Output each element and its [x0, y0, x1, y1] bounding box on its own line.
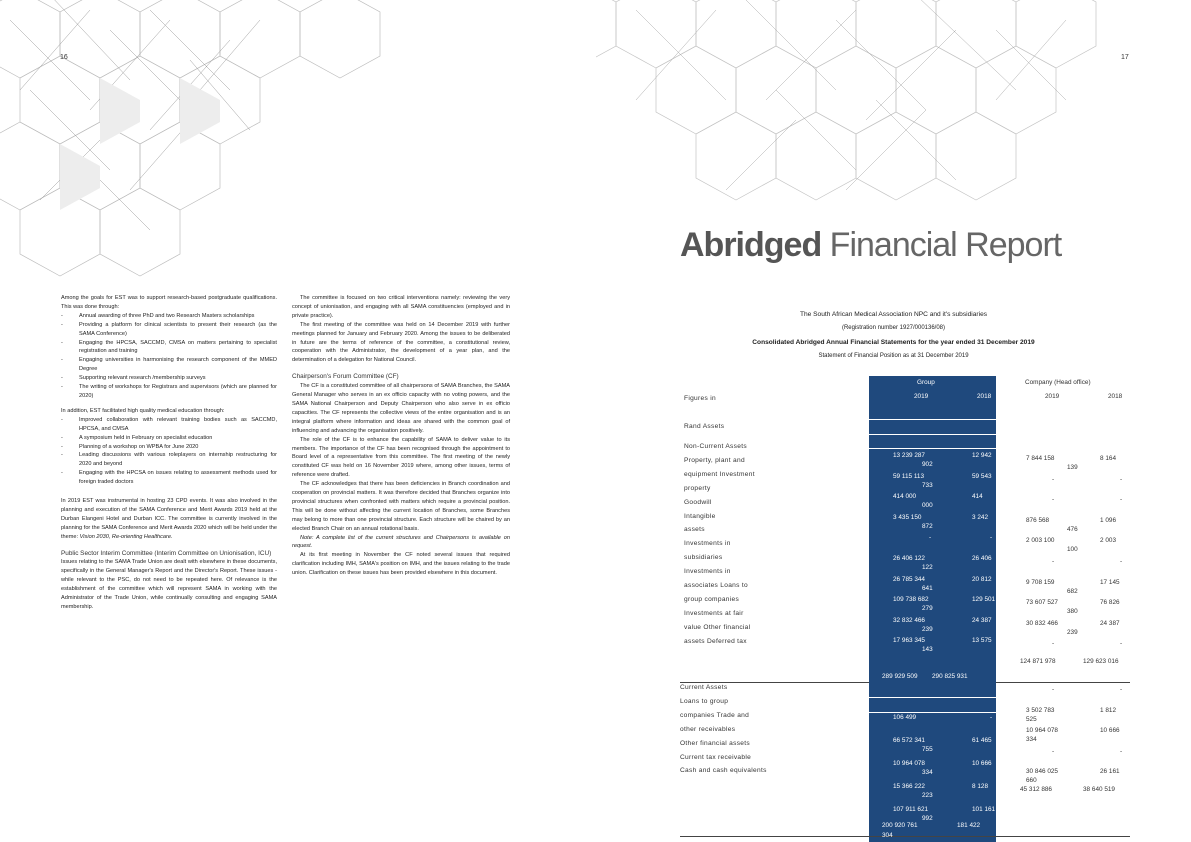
right-page	[596, 0, 1191, 842]
company-value-2019: 9 708 159	[1026, 578, 1055, 586]
group-value-2018: 59 543	[972, 472, 992, 480]
company-value-wrap: 139	[1067, 464, 1078, 471]
group-value-wrap: 641	[922, 584, 933, 592]
company-value-2018: 1 096	[1100, 516, 1116, 524]
company-total-2018: 38 640 519	[1083, 786, 1115, 793]
row-label: Goodwill	[684, 498, 712, 506]
statement-subtitle: Statement of Financial Position as at 31 December 2019	[818, 353, 969, 359]
group-value-2018: 26 406	[972, 555, 992, 562]
group-value-2019: 59 115 113	[893, 472, 925, 480]
rand-assets-label: Rand Assets	[684, 423, 725, 430]
list-item: - Planning of a workshop on WPBA for June 2020	[61, 443, 199, 450]
left-column	[61, 294, 277, 612]
company-value-2019: -	[1052, 640, 1055, 648]
group-value-2019: 66 572 341	[893, 737, 925, 744]
row-label: companies Trade and	[680, 711, 750, 719]
right-column	[292, 294, 510, 578]
list-item: - Improved collaboration with relevant training bodies such as SACCMD, HPCSA, and CMSA	[61, 416, 277, 432]
company-year-2019: 2019	[1045, 393, 1060, 400]
company-value-2019: 30 832 466	[1026, 619, 1058, 627]
group-value-2018: 10 666	[972, 760, 992, 767]
company-value-2019: -	[1052, 747, 1055, 755]
group-total-wrap: 304	[882, 832, 893, 839]
group-value-wrap: 872	[922, 522, 933, 530]
row-divider	[869, 419, 996, 420]
row-label: other receivables	[680, 725, 736, 733]
group-header: Group	[917, 379, 935, 386]
row-label: Intangible	[684, 512, 716, 520]
company-value-wrap: 380	[1067, 608, 1078, 616]
group-total-2018: 290 825 931	[932, 673, 968, 680]
company-value-wrap: 476	[1067, 525, 1078, 533]
group-value-2019: 13 239 287	[893, 452, 925, 459]
company-value-2018: 26 161	[1100, 768, 1120, 775]
company-value-2018: -	[1120, 640, 1123, 648]
row-label: Loans to group	[680, 697, 729, 705]
paragraph: The first meeting of the committee was held on 14 December 2019 with further meetings planned for January and February 2020. Among the issues to be deliberated in future are the terms of reference of the committee, a constitutional review, cooperation with the Administrator, the development of a year plan, and the determination of a delegation for National Council.	[292, 321, 510, 364]
hexagon-pattern-graphic	[0, 0, 595, 300]
company-value-2019: -	[1052, 475, 1055, 483]
company-value-2019: 73 607 527	[1026, 599, 1058, 607]
group-value-2018: -	[990, 534, 993, 542]
list-item: - Engaging the HPCSA, SACCMD, CMSA on matters pertaining to specialist registration and training	[61, 339, 277, 355]
row-label: Investments in	[684, 540, 731, 548]
company-value-2019: 7 844 158	[1026, 455, 1055, 462]
company-value-2019: 3 502 783	[1026, 706, 1055, 714]
company-header: Company (Head office)	[1025, 379, 1091, 386]
company-value-2018: 76 826	[1100, 599, 1120, 607]
group-value-wrap: 279	[922, 605, 933, 613]
section-divider	[680, 682, 869, 683]
note: Note: A complete list of the current structures and Chairpersons is available on request.	[292, 534, 510, 550]
group-value-2019: 32 832 466	[893, 616, 925, 624]
group-value-wrap: 000	[922, 502, 933, 510]
group-value-2018: 13 575	[972, 637, 992, 645]
company-value-2018: -	[1120, 475, 1123, 483]
group-value-2019: 10 964 078	[893, 760, 925, 767]
group-value-2019: 3 435 150	[893, 513, 922, 521]
row-label: assets	[684, 526, 705, 534]
registration-number: (Registration number 1927/000136/08)	[841, 325, 946, 331]
company-value-wrap: 239	[1067, 628, 1078, 636]
company-value-2018: 10 666	[1100, 727, 1120, 734]
list-item: - Engaging with the HPCSA on issues relating to assessment methods used for foreign traded doctors	[61, 470, 277, 486]
table-bottom-rule	[680, 836, 1130, 837]
row-label: Other financial assets	[680, 739, 751, 747]
group-value-2018: 61 465	[972, 737, 992, 744]
company-value-2018: 1 812	[1100, 706, 1116, 714]
paragraph: Issues relating to the SAMA Trade Union are dealt with elsewhere in these documents, specifically in the General Manager's Report and the Director's Report. These issues - while relevant to the PSC, do not need to be repeated here. Of relevance is the establishment of the committee which will represent SAMA in working with the Administrator of the Trade Union, while continually consulting and engaging SAMA membership.	[61, 559, 277, 610]
company-value-2018: 2 003	[1100, 537, 1116, 545]
company-total-2019: 124 871 978	[1020, 658, 1056, 665]
paragraph: The CF is a constituted committee of all chairpersons of SAMA Branches, the SAMA General Manager who serves in an ex officio capacity with no voting powers, and the SAMA National Chairperson and Deputy Chairperson who also serve in ex officio capacities. The CF represents the collective views of the entire organisation and is an integral platform where information and ideas are shared with the common goal of influencing and advancing the organisation positively.	[292, 383, 510, 434]
group-value-2019: 15 366 222	[893, 783, 925, 790]
group-value-wrap: 223	[922, 792, 933, 799]
paragraph: In addition, EST facilitated high quality medical education through:	[61, 407, 225, 414]
company-value-2018: 17 145	[1100, 578, 1120, 586]
company-year-2018: 2018	[1108, 393, 1123, 400]
paragraph: The CF acknowledges that there has been deficiencies in Branch coordination and cooperation on provincial matters. It was therefore decided that Branches organize into provincial structures when confronted with matters which require a provincial position. This will be done without affecting the current location of Branches, some Branches may belong to more than one provincial structure. Each structure will be chaired by an elected Branch Chair on an annual rotational basis.	[292, 481, 510, 532]
list-item: - Providing a platform for clinical scientists to present their research (as the SAMA Conference)	[61, 321, 277, 337]
group-value-2019: 106 499	[893, 714, 917, 721]
row-divider	[869, 697, 996, 698]
group-value-2018: -	[990, 714, 993, 721]
group-value-2019: 109 738 682	[893, 596, 929, 604]
group-year-2019: 2019	[914, 393, 929, 400]
list-item: - Supporting relevant research /membership surveys	[61, 375, 206, 382]
group-value-2018: 101 161	[972, 806, 996, 813]
section-heading: Public Sector Interim Committee (Interim Committee on Unionisation, ICU)	[61, 549, 272, 557]
list-item: - Leading discussions with various roleplayers on internship restructuring for 2020 and beyond	[61, 452, 277, 468]
company-value-2018: -	[1120, 686, 1123, 693]
group-value-2018: 24 387	[972, 616, 992, 624]
company-value-2019: -	[1052, 558, 1055, 565]
company-value-wrap: 334	[1026, 736, 1037, 743]
row-label: assets Deferred tax	[684, 637, 747, 645]
row-label: Cash and cash equivalents	[680, 767, 767, 775]
list-item: - Annual awarding of three PhD and two Research Masters scholarships	[61, 312, 255, 319]
row-divider	[869, 448, 996, 449]
list-item: - A symposium held in February on specialist education	[61, 434, 213, 441]
statement-title: Consolidated Abridged Annual Financial Statements for the year ended 31 December 2019	[752, 339, 1035, 346]
group-value-2018: 129 501	[972, 596, 996, 604]
figures-in-label: Figures in	[684, 395, 716, 402]
row-label: Non-Current Assets	[684, 443, 747, 450]
row-label: property	[684, 484, 711, 492]
row-divider	[869, 434, 996, 435]
group-value-wrap: 239	[922, 625, 933, 633]
group-value-2018: 12 942	[972, 452, 992, 459]
list-item: - Engaging universities in harmonising the research component of the MMED Degree	[61, 357, 277, 373]
section-heading: Chairperson's Forum Committee (CF)	[292, 373, 399, 381]
group-value-2018: 414	[972, 493, 983, 501]
company-value-wrap: 100	[1067, 546, 1078, 554]
group-value-2018: 20 812	[972, 575, 992, 583]
company-value-2018: 8 164	[1100, 455, 1116, 462]
group-value-wrap: 902	[922, 461, 933, 468]
page-number: 17	[1121, 54, 1129, 61]
company-value-2019: 2 003 100	[1026, 537, 1055, 545]
paragraph: In 2019 EST was instrumental in hosting 23 CPD events. It was also involved in the planning and execution of the SAMA Conference and Merit Awards 2019 held at the Durban Elangeni Hotel and Durban ICC. The committee is currently involved in the planning for the SAMA Conference and Merit Awards 2020 which will be held under the theme: Vision 2030, Re-orienting Healthcare.	[61, 498, 277, 540]
company-value-2018: -	[1120, 747, 1123, 755]
group-value-2018: 3 242	[972, 513, 988, 521]
row-label: Current Assets	[680, 684, 728, 691]
group-value-wrap: 334	[922, 769, 933, 776]
group-value-2019: 26 785 344	[893, 575, 925, 583]
row-divider	[869, 712, 996, 713]
group-value-2018: 8 128	[972, 783, 988, 790]
row-label: equipment Investment	[684, 470, 755, 478]
hexagon-pattern-graphic	[596, 0, 1191, 240]
group-value-2019: 17 963 345	[893, 637, 925, 645]
row-label: Investments at fair	[684, 609, 744, 617]
paragraph: The committee is focused on two critical interventions namely: reviewing the very concept of unionisation, and engaging with all SAMA constituencies (employed and in private practice).	[292, 295, 510, 319]
group-total-2019: 200 920 761	[882, 822, 918, 829]
row-label: Current tax receivable	[680, 753, 752, 761]
company-name: The South African Medical Association NPC and it's subsidiaries	[799, 311, 988, 318]
group-value-wrap: 755	[922, 746, 933, 753]
company-value-2019: 10 964 078	[1026, 727, 1058, 734]
group-value-wrap: 143	[922, 646, 933, 654]
company-value-wrap: 682	[1067, 587, 1078, 595]
left-page	[0, 0, 595, 842]
group-value-2019: -	[929, 534, 932, 542]
row-label: Property, plant and	[684, 456, 745, 464]
row-label: group companies	[684, 595, 740, 603]
group-year-2018: 2018	[977, 393, 992, 400]
page-title: Abridged Financial Report	[680, 226, 1062, 264]
page-number: 16	[60, 54, 68, 61]
company-value-2018: -	[1120, 558, 1123, 565]
row-label: value Other financial	[684, 623, 751, 631]
company-value-2019: -	[1052, 686, 1055, 693]
group-value-2019: 107 911 621	[893, 806, 929, 813]
group-value-wrap: 992	[922, 815, 933, 822]
company-value-2019: 30 846 025	[1026, 768, 1058, 775]
paragraph: Among the goals for EST was to support research-based postgraduate qualifications. This was done through:	[61, 295, 277, 310]
group-value-2019: 414 000	[893, 493, 917, 501]
paragraph: At its first meeting in November the CF noted several issues that required clarification including IMH, SAMA's position on IMH, and the issues relating to the trade union. Clarification on these issues has been provided elsewhere in this document.	[292, 552, 510, 577]
company-total-2019: 45 312 886	[1020, 786, 1052, 793]
row-label: subsidiaries	[684, 554, 723, 562]
list-item: - The writing of workshops for Registrars and supervisors (which are planned for 2020)	[61, 384, 277, 399]
company-value-2018: -	[1120, 496, 1123, 504]
company-total-2018: 129 623 016	[1083, 658, 1119, 665]
company-value-2018: 24 387	[1100, 619, 1120, 627]
section-divider	[996, 682, 1130, 683]
paragraph: The role of the CF is to enhance the capability of SAMA to deliver value to its members. The importance of the CF has been recognised through the appointment to Board level of a representative from this committee. The first meeting of the newly constituted CF was held on 16 November 2019 where, among other issues, terms of reference were drafted.	[292, 436, 510, 479]
company-value-wrap: 660	[1026, 777, 1037, 784]
group-total-2018: 181 422	[957, 822, 981, 829]
group-total-2019: 289 929 509	[882, 673, 918, 680]
company-value-wrap: 525	[1026, 715, 1037, 723]
company-value-2019: 876 568	[1026, 516, 1050, 524]
row-label: Investments in	[684, 568, 731, 576]
row-label: associates Loans to	[684, 582, 748, 589]
group-value-2019: 26 406 122	[893, 555, 925, 562]
group-value-wrap: 122	[922, 564, 933, 571]
group-value-wrap: 733	[922, 481, 933, 489]
company-value-2019: -	[1052, 496, 1055, 504]
